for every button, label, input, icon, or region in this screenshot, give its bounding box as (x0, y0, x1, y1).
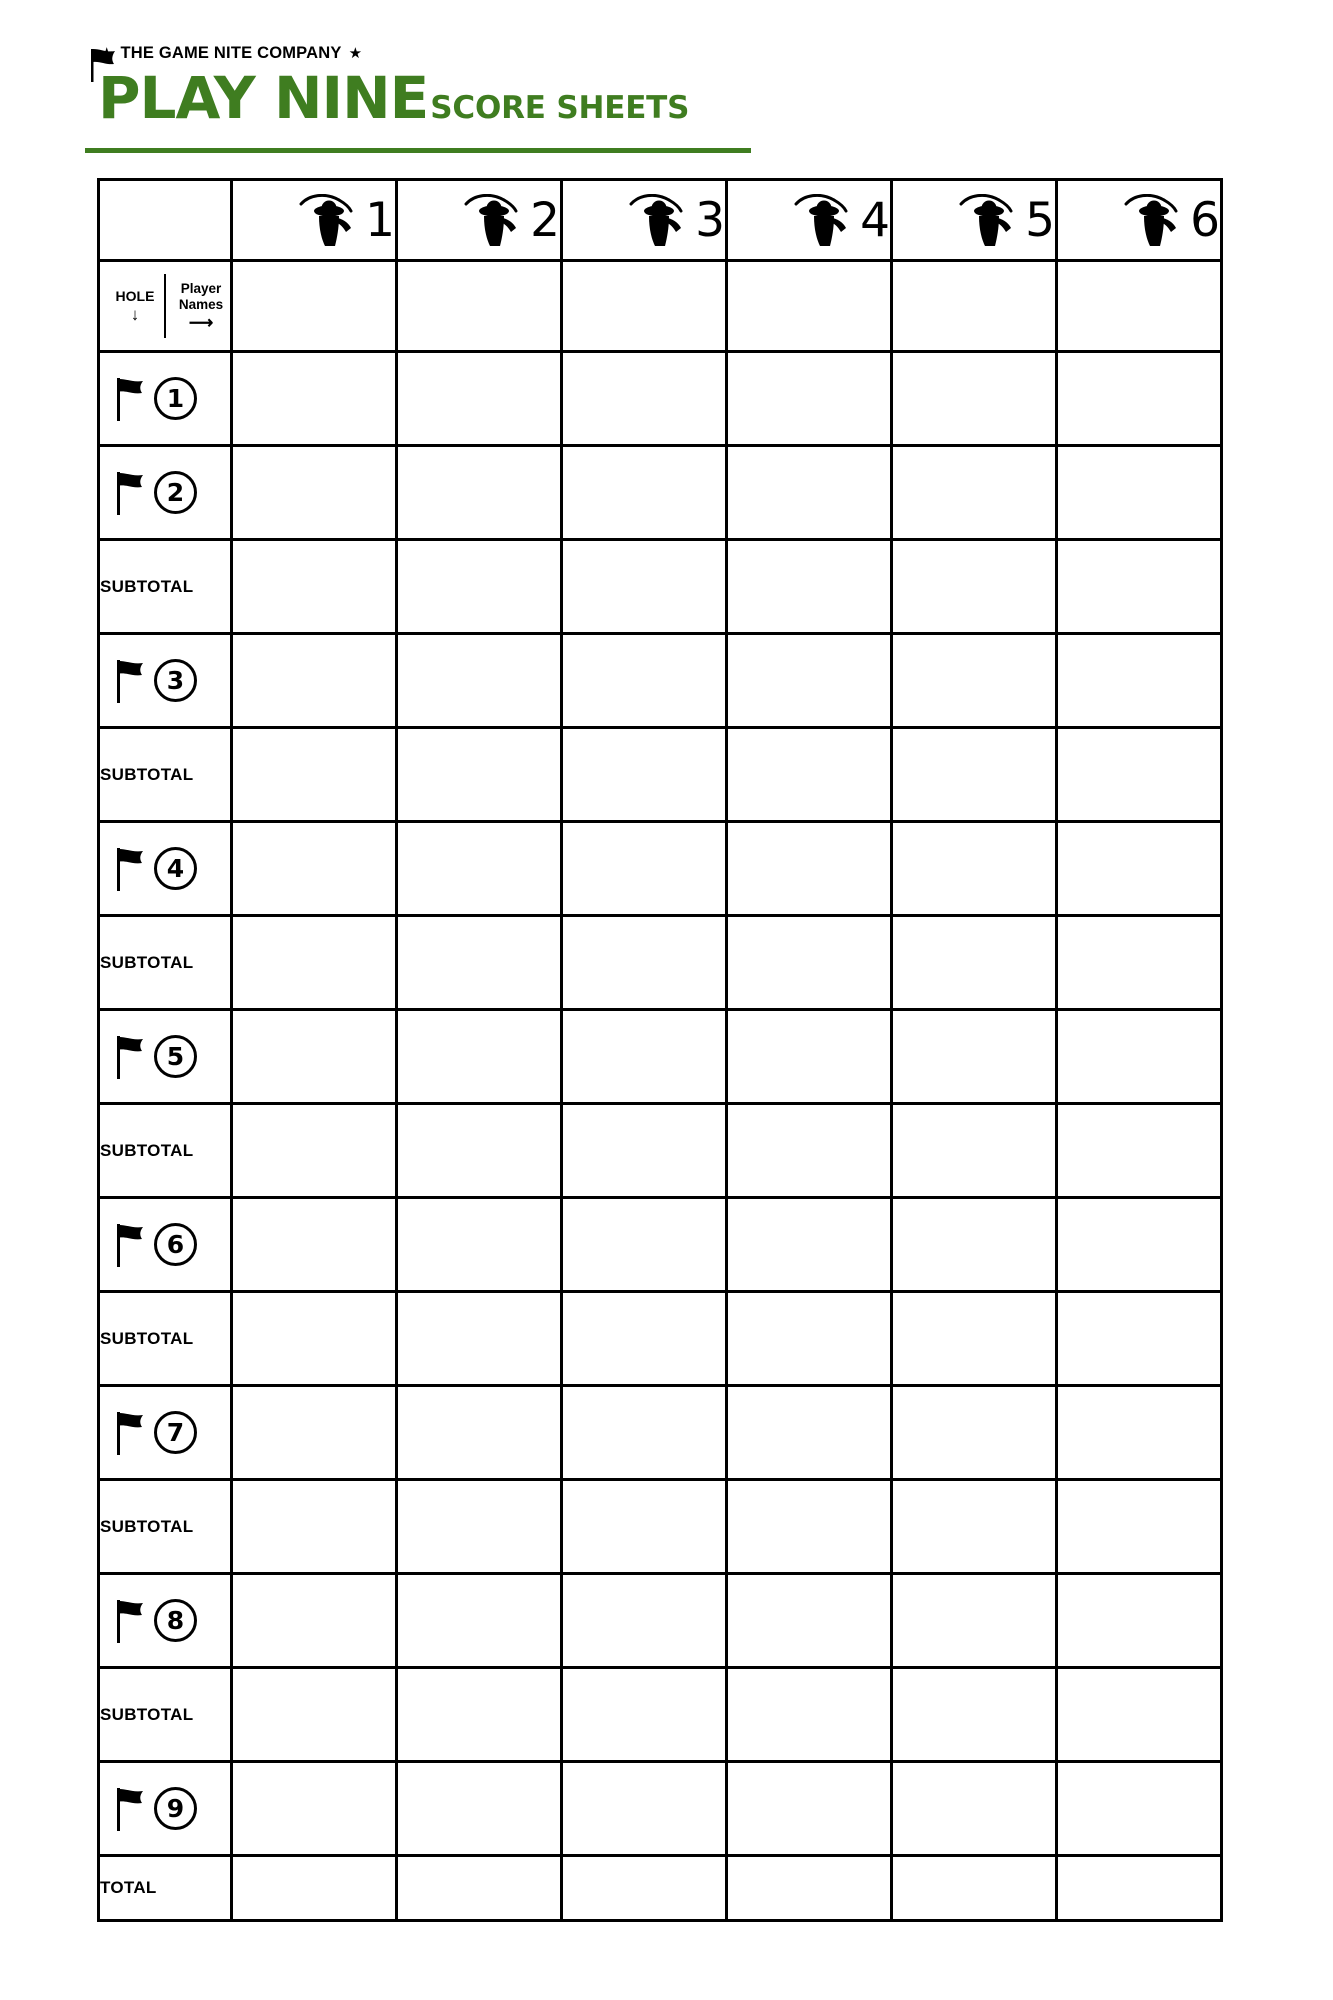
score-cell[interactable] (892, 261, 1057, 352)
score-cell[interactable] (562, 352, 727, 446)
score-cell[interactable] (892, 352, 1057, 446)
score-cell[interactable] (727, 916, 892, 1010)
score-cell[interactable] (1057, 728, 1222, 822)
flag-logo-icon (87, 48, 117, 82)
hole-players-legend-cell (99, 261, 232, 352)
score-cell[interactable] (562, 822, 727, 916)
right-arrow-icon: ⟶ (188, 312, 214, 332)
score-cell[interactable] (1057, 1198, 1222, 1292)
score-cell[interactable] (892, 1856, 1057, 1921)
score-cell[interactable] (232, 540, 397, 634)
score-cell[interactable] (1057, 1762, 1222, 1856)
score-cell[interactable] (397, 634, 562, 728)
hole-row-9 (99, 1762, 1222, 1856)
hole-row-2 (99, 446, 1222, 540)
score-cell[interactable] (1057, 352, 1222, 446)
player-number: 2 (530, 192, 560, 248)
score-cell[interactable] (397, 1480, 562, 1574)
score-cell[interactable] (1057, 446, 1222, 540)
score-cell[interactable] (397, 1198, 562, 1292)
subtotal-label: SUBTOTAL (99, 728, 232, 822)
hole-label-text: HOLE (115, 288, 155, 304)
score-cell[interactable] (397, 1856, 562, 1921)
golfer-icon (629, 194, 691, 246)
hole-flag-icon (112, 377, 148, 421)
subtotal-row (99, 1480, 1222, 1574)
score-cell[interactable] (892, 916, 1057, 1010)
hole-row-4 (99, 822, 1222, 916)
player-number: 5 (1025, 192, 1055, 248)
subtotal-row (99, 1668, 1222, 1762)
hole-label-cell-7 (99, 1386, 232, 1480)
score-cell[interactable] (562, 916, 727, 1010)
hole-label-cell-4 (99, 822, 232, 916)
score-cell[interactable] (727, 1668, 892, 1762)
score-cell[interactable] (562, 1762, 727, 1856)
player-column-header-1 (232, 180, 397, 261)
title-line (98, 64, 795, 132)
score-cell[interactable] (892, 1574, 1057, 1668)
score-cell[interactable] (562, 728, 727, 822)
hole-row-1 (99, 352, 1222, 446)
hole-label-cell-9 (99, 1762, 232, 1856)
hole-flag-icon (112, 1411, 148, 1455)
score-cell[interactable] (727, 446, 892, 540)
player-column-header-3 (562, 180, 727, 261)
score-cell[interactable] (892, 1292, 1057, 1386)
score-cell[interactable] (232, 1292, 397, 1386)
score-cell[interactable] (397, 1104, 562, 1198)
score-cell[interactable] (232, 1574, 397, 1668)
score-cell[interactable] (892, 1668, 1057, 1762)
score-cell[interactable] (562, 634, 727, 728)
score-cell[interactable] (232, 261, 397, 352)
score-cell[interactable] (1057, 1104, 1222, 1198)
star-right-icon: ★ (348, 44, 363, 62)
hole-axis-label (108, 289, 162, 323)
score-cell[interactable] (892, 1198, 1057, 1292)
score-cell[interactable] (727, 1292, 892, 1386)
score-cell[interactable] (232, 1480, 397, 1574)
hole-label-cell-6 (99, 1198, 232, 1292)
player-names-line2: Names (178, 297, 224, 312)
score-cell[interactable] (232, 446, 397, 540)
score-cell[interactable] (1057, 1386, 1222, 1480)
score-cell[interactable] (232, 352, 397, 446)
score-cell[interactable] (727, 634, 892, 728)
subtotal-row (99, 916, 1222, 1010)
score-cell[interactable] (1057, 916, 1222, 1010)
score-cell[interactable] (562, 1668, 727, 1762)
score-cell[interactable] (397, 728, 562, 822)
player-names-line1: Player (180, 281, 222, 297)
player-number: 1 (365, 192, 395, 248)
subtotal-row (99, 1292, 1222, 1386)
golfer-icon (299, 194, 361, 246)
score-cell[interactable] (727, 352, 892, 446)
score-cell[interactable] (397, 352, 562, 446)
score-cell[interactable] (1057, 1480, 1222, 1574)
score-cell[interactable] (232, 728, 397, 822)
score-cell[interactable] (1057, 1010, 1222, 1104)
player-column-header-5 (892, 180, 1057, 261)
subtotal-label: SUBTOTAL (99, 540, 232, 634)
score-cell[interactable] (562, 1292, 727, 1386)
score-cell[interactable] (232, 1762, 397, 1856)
score-cell[interactable] (232, 916, 397, 1010)
hole-flag-icon (112, 471, 148, 515)
hole-number: 9 (154, 1787, 197, 1830)
score-cell[interactable] (727, 1762, 892, 1856)
hole-label-cell-8 (99, 1574, 232, 1668)
subtotal-label: SUBTOTAL (99, 1292, 232, 1386)
hole-label-cell-5 (99, 1010, 232, 1104)
hole-flag-icon (112, 659, 148, 703)
subtotal-row (99, 1104, 1222, 1198)
score-cell[interactable] (232, 1856, 397, 1921)
score-cell[interactable] (1057, 1292, 1222, 1386)
golfer-icon (464, 194, 526, 246)
score-cell[interactable] (397, 1010, 562, 1104)
score-cell[interactable] (727, 540, 892, 634)
score-cell[interactable] (727, 261, 892, 352)
hole-flag-icon (112, 1035, 148, 1079)
golfer-icon (794, 194, 856, 246)
total-row (99, 1856, 1222, 1921)
player-column-header-2 (397, 180, 562, 261)
score-cell[interactable] (232, 1010, 397, 1104)
score-cell[interactable] (562, 1198, 727, 1292)
score-cell[interactable] (397, 540, 562, 634)
score-cell[interactable] (397, 1292, 562, 1386)
page-subtitle: SCORE SHEETS (430, 90, 690, 126)
hole-number: 5 (154, 1035, 197, 1078)
score-cell[interactable] (562, 1104, 727, 1198)
down-arrow-icon: ↓ (130, 305, 140, 324)
hole-row-8 (99, 1574, 1222, 1668)
score-cell[interactable] (1057, 540, 1222, 634)
score-cell[interactable] (892, 1386, 1057, 1480)
score-cell[interactable] (232, 1668, 397, 1762)
score-cell[interactable] (1057, 1856, 1222, 1921)
hole-row-5 (99, 1010, 1222, 1104)
legend-divider (164, 274, 166, 338)
header-corner-cell (99, 180, 232, 261)
score-cell[interactable] (562, 1010, 727, 1104)
score-cell[interactable] (232, 1386, 397, 1480)
brand-line (100, 40, 795, 66)
hole-row-6 (99, 1198, 1222, 1292)
score-cell[interactable] (1057, 1668, 1222, 1762)
score-cell[interactable] (397, 916, 562, 1010)
page-title: PLAY NINE (98, 64, 429, 132)
score-cell[interactable] (1057, 634, 1222, 728)
score-cell[interactable] (727, 1574, 892, 1668)
score-cell[interactable] (562, 1856, 727, 1921)
score-cell[interactable] (727, 1386, 892, 1480)
score-cell[interactable] (1057, 822, 1222, 916)
score-cell[interactable] (232, 1198, 397, 1292)
score-cell[interactable] (1057, 261, 1222, 352)
player-names-axis-label (172, 281, 230, 330)
hole-row-7 (99, 1386, 1222, 1480)
total-label: TOTAL (99, 1856, 232, 1921)
hole-flag-icon (112, 1787, 148, 1831)
hole-flag-icon (112, 847, 148, 891)
score-cell[interactable] (397, 1386, 562, 1480)
score-cell[interactable] (727, 1198, 892, 1292)
score-cell[interactable] (232, 1104, 397, 1198)
subtotal-label: SUBTOTAL (99, 916, 232, 1010)
score-cell[interactable] (892, 1104, 1057, 1198)
title-underline (85, 148, 751, 153)
score-cell[interactable] (892, 822, 1057, 916)
player-number: 6 (1190, 192, 1220, 248)
score-cell[interactable] (397, 261, 562, 352)
score-cell[interactable] (397, 1668, 562, 1762)
hole-number: 4 (154, 847, 197, 890)
company-name: THE GAME NITE COMPANY (120, 43, 342, 62)
player-column-header-6 (1057, 180, 1222, 261)
score-cell[interactable] (397, 822, 562, 916)
page-header (95, 40, 795, 132)
player-column-header-4 (727, 180, 892, 261)
hole-label-cell-3 (99, 634, 232, 728)
hole-number: 8 (154, 1599, 197, 1642)
hole-number: 6 (154, 1223, 197, 1266)
hole-number: 2 (154, 471, 197, 514)
player-number: 3 (695, 192, 725, 248)
score-cell[interactable] (232, 634, 397, 728)
hole-number: 7 (154, 1411, 197, 1454)
score-cell[interactable] (232, 822, 397, 916)
score-cell[interactable] (892, 446, 1057, 540)
score-cell[interactable] (727, 1010, 892, 1104)
subtotal-row (99, 540, 1222, 634)
score-cell[interactable] (892, 1480, 1057, 1574)
table-header-row (99, 180, 1222, 261)
score-cell[interactable] (397, 1574, 562, 1668)
score-cell[interactable] (397, 1762, 562, 1856)
score-cell[interactable] (727, 1480, 892, 1574)
score-cell[interactable] (892, 634, 1057, 728)
score-cell[interactable] (562, 1386, 727, 1480)
golfer-icon (959, 194, 1021, 246)
scorecard-table (97, 178, 1223, 1922)
score-cell[interactable] (892, 728, 1057, 822)
hole-label-cell-1 (99, 352, 232, 446)
score-cell[interactable] (562, 540, 727, 634)
player-number: 4 (860, 192, 890, 248)
hole-flag-icon (112, 1599, 148, 1643)
hole-number: 3 (154, 659, 197, 702)
score-cell[interactable] (562, 1574, 727, 1668)
hole-flag-icon (112, 1223, 148, 1267)
score-cell[interactable] (892, 1762, 1057, 1856)
score-cell[interactable] (727, 1856, 892, 1921)
player-names-row (99, 261, 1222, 352)
subtotal-label: SUBTOTAL (99, 1480, 232, 1574)
score-cell[interactable] (397, 446, 562, 540)
score-cell[interactable] (892, 1010, 1057, 1104)
score-cell[interactable] (727, 728, 892, 822)
hole-label-cell-2 (99, 446, 232, 540)
score-cell[interactable] (892, 540, 1057, 634)
subtotal-row (99, 728, 1222, 822)
score-cell[interactable] (727, 822, 892, 916)
golfer-icon (1124, 194, 1186, 246)
subtotal-label: SUBTOTAL (99, 1668, 232, 1762)
hole-number: 1 (154, 377, 197, 420)
subtotal-label: SUBTOTAL (99, 1104, 232, 1198)
score-cell[interactable] (562, 446, 727, 540)
hole-row-3 (99, 634, 1222, 728)
score-cell[interactable] (727, 1104, 892, 1198)
score-cell[interactable] (562, 261, 727, 352)
score-cell[interactable] (562, 1480, 727, 1574)
score-cell[interactable] (1057, 1574, 1222, 1668)
